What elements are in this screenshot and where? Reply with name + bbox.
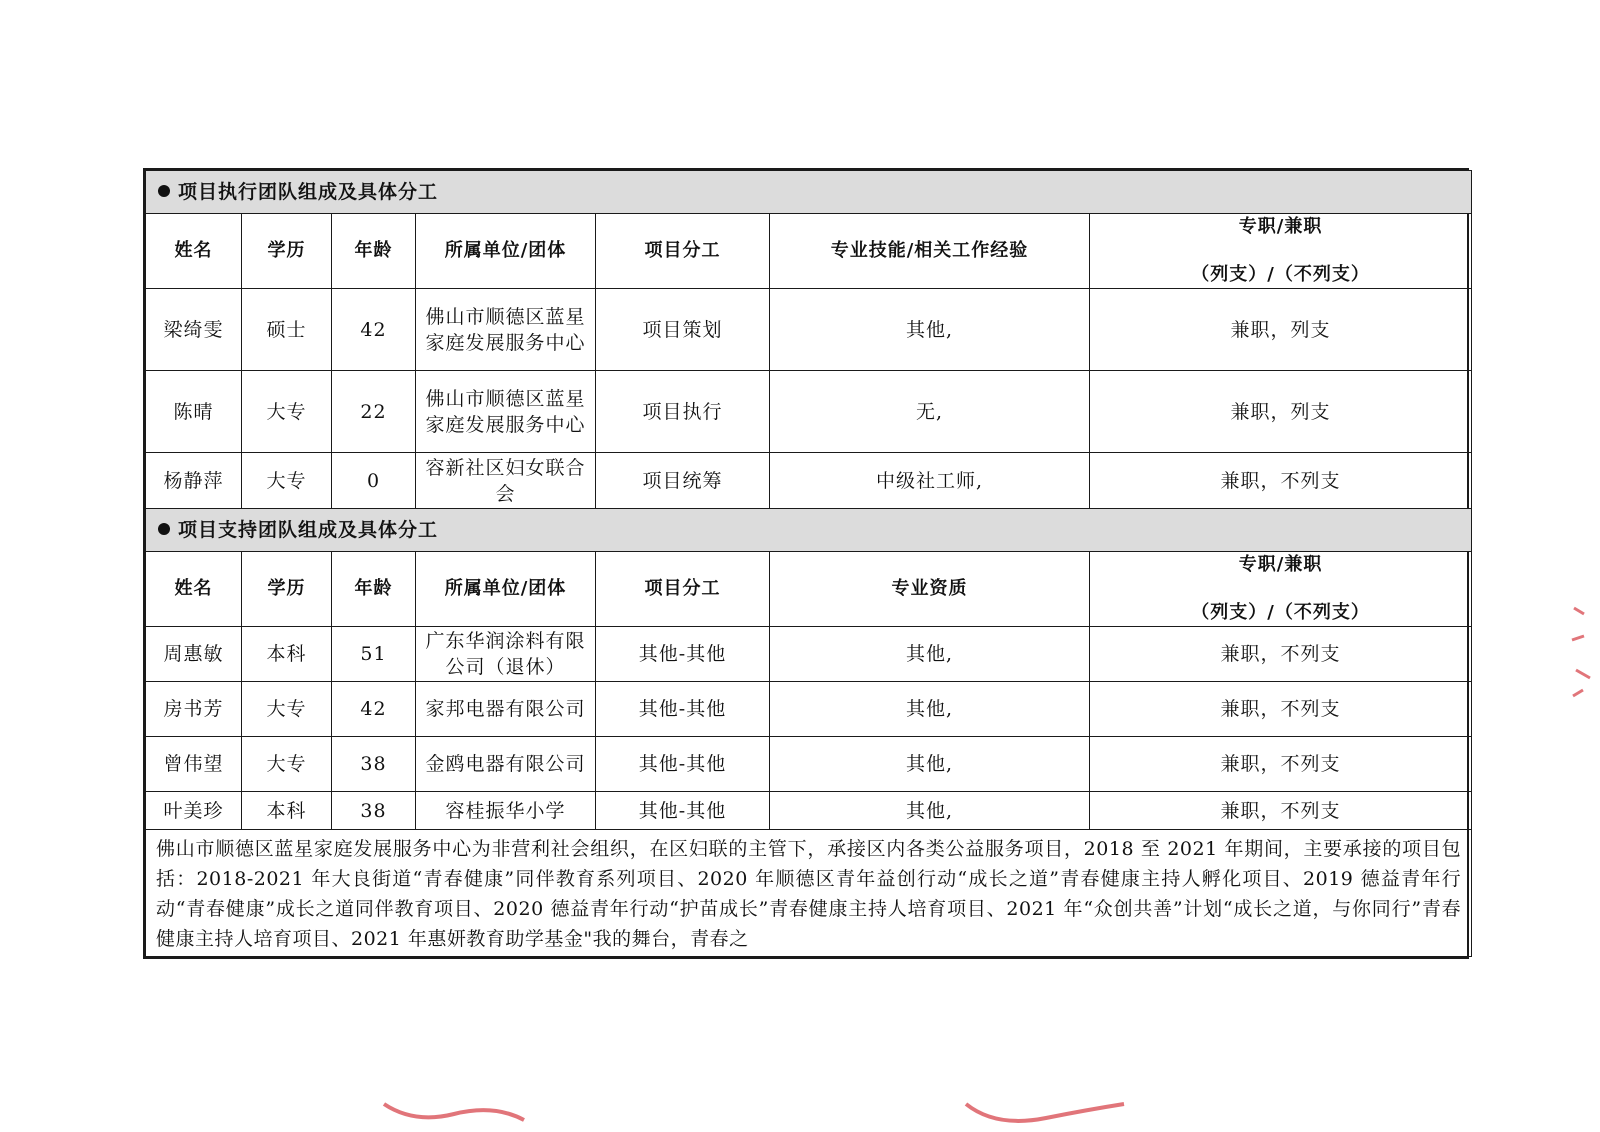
header-employment-line2: （列支）/（不列支） — [1191, 264, 1370, 285]
header-employment — [1090, 214, 1472, 289]
cell-name: 曾伟望 — [146, 737, 242, 792]
cell-qualification: 其他, — [770, 737, 1090, 792]
header-age: 年龄 — [332, 214, 416, 289]
bullet-icon — [158, 523, 170, 535]
header-employment — [1090, 552, 1472, 627]
cell-organization: 佛山市顺德区蓝星家庭发展服务中心 — [416, 371, 596, 453]
cell-role: 项目执行 — [596, 371, 770, 453]
cell-education: 硕士 — [242, 289, 332, 371]
cell-organization: 容桂振华小学 — [416, 792, 596, 830]
cell-education: 本科 — [242, 627, 332, 682]
header-employment-line1: 专职/兼职 — [1238, 554, 1323, 575]
cell-age: 0 — [332, 453, 416, 509]
cell-employment: 兼职，不列支 — [1090, 627, 1472, 682]
cell-organization: 广东华润涂料有限公司（退休） — [416, 627, 596, 682]
cell-qualification: 其他, — [770, 627, 1090, 682]
header-skills: 专业技能/相关工作经验 — [770, 214, 1090, 289]
header-education: 学历 — [242, 214, 332, 289]
table-row — [146, 289, 1472, 371]
cell-age: 51 — [332, 627, 416, 682]
cell-name: 梁绮雯 — [146, 289, 242, 371]
cell-qualification: 其他, — [770, 792, 1090, 830]
cell-skills: 其他, — [770, 289, 1090, 371]
cell-name: 房书芳 — [146, 682, 242, 737]
cell-organization: 佛山市顺德区蓝星家庭发展服务中心 — [416, 289, 596, 371]
seal-fragment-right — [1570, 600, 1598, 710]
cell-name: 杨静萍 — [146, 453, 242, 509]
cell-skills: 中级社工师, — [770, 453, 1090, 509]
cell-employment: 兼职，列支 — [1090, 289, 1472, 371]
cell-qualification: 其他, — [770, 682, 1090, 737]
table-row — [146, 371, 1472, 453]
cell-role: 其他-其他 — [596, 792, 770, 830]
cell-organization: 容新社区妇女联合会 — [416, 453, 596, 509]
cell-name: 周惠敏 — [146, 627, 242, 682]
execution-section-header — [146, 171, 1472, 214]
header-organization: 所属单位/团体 — [416, 552, 596, 627]
support-section-header — [146, 509, 1472, 552]
cell-role: 其他-其他 — [596, 737, 770, 792]
cell-education: 大专 — [242, 453, 332, 509]
table-row — [146, 627, 1472, 682]
organization-description: 佛山市顺德区蓝星家庭发展服务中心为非营利社会组织，在区妇联的主管下，承接区内各类公益服务项目，2018 至 2021 年期间，主要承接的项目包括：2018-2021 年大良街道“青春健康”同伴教育系列项目、2020 年顺德区青年益创行动“成长之道”青春健康主持人孵化项目、2019 德益青年行动“青春健康”成长之道同伴教育项目、2020 德益青年行动“护苗成长”青春健康主持人培育项目、2021 年“众创共善”计划“成长之道，与你同行”青春健康主持人培育项目、2021 年惠妍教育助学基金"我的舞台，青春之 — [146, 830, 1472, 957]
table-row — [146, 682, 1472, 737]
organization-description-row — [146, 830, 1472, 957]
cell-education: 大专 — [242, 737, 332, 792]
header-qualification: 专业资质 — [770, 552, 1090, 627]
header-employment-line2: （列支）/（不列支） — [1191, 602, 1370, 623]
cell-role: 项目策划 — [596, 289, 770, 371]
cell-employment: 兼职，不列支 — [1090, 682, 1472, 737]
header-education: 学历 — [242, 552, 332, 627]
cell-education: 大专 — [242, 682, 332, 737]
execution-header-row — [146, 214, 1472, 289]
header-role: 项目分工 — [596, 552, 770, 627]
header-name: 姓名 — [146, 214, 242, 289]
cell-employment: 兼职，不列支 — [1090, 453, 1472, 509]
cell-role: 其他-其他 — [596, 627, 770, 682]
team-table — [145, 170, 1472, 957]
header-age: 年龄 — [332, 552, 416, 627]
execution-section-title: 项目执行团队组成及具体分工 — [178, 181, 439, 203]
cell-role: 项目统筹 — [596, 453, 770, 509]
cell-education: 本科 — [242, 792, 332, 830]
seal-fragment-bottom-left — [380, 1098, 530, 1128]
support-section-title: 项目支持团队组成及具体分工 — [178, 519, 439, 541]
cell-organization: 金鸥电器有限公司 — [416, 737, 596, 792]
cell-employment: 兼职，列支 — [1090, 371, 1472, 453]
cell-age: 42 — [332, 289, 416, 371]
cell-role: 其他-其他 — [596, 682, 770, 737]
bullet-icon — [158, 185, 170, 197]
cell-name: 叶美珍 — [146, 792, 242, 830]
cell-education: 大专 — [242, 371, 332, 453]
cell-name: 陈晴 — [146, 371, 242, 453]
header-name: 姓名 — [146, 552, 242, 627]
header-organization: 所属单位/团体 — [416, 214, 596, 289]
support-header-row — [146, 552, 1472, 627]
table-row — [146, 453, 1472, 509]
header-role: 项目分工 — [596, 214, 770, 289]
cell-employment: 兼职，不列支 — [1090, 737, 1472, 792]
cell-age: 22 — [332, 371, 416, 453]
cell-age: 38 — [332, 792, 416, 830]
seal-fragment-bottom-center — [960, 1100, 1130, 1130]
cell-organization: 家邦电器有限公司 — [416, 682, 596, 737]
table-row — [146, 737, 1472, 792]
cell-employment: 兼职，不列支 — [1090, 792, 1472, 830]
header-employment-line1: 专职/兼职 — [1238, 216, 1323, 237]
table-row — [146, 792, 1472, 830]
cell-age: 38 — [332, 737, 416, 792]
cell-age: 42 — [332, 682, 416, 737]
team-table-sheet — [143, 168, 1469, 959]
cell-skills: 无, — [770, 371, 1090, 453]
